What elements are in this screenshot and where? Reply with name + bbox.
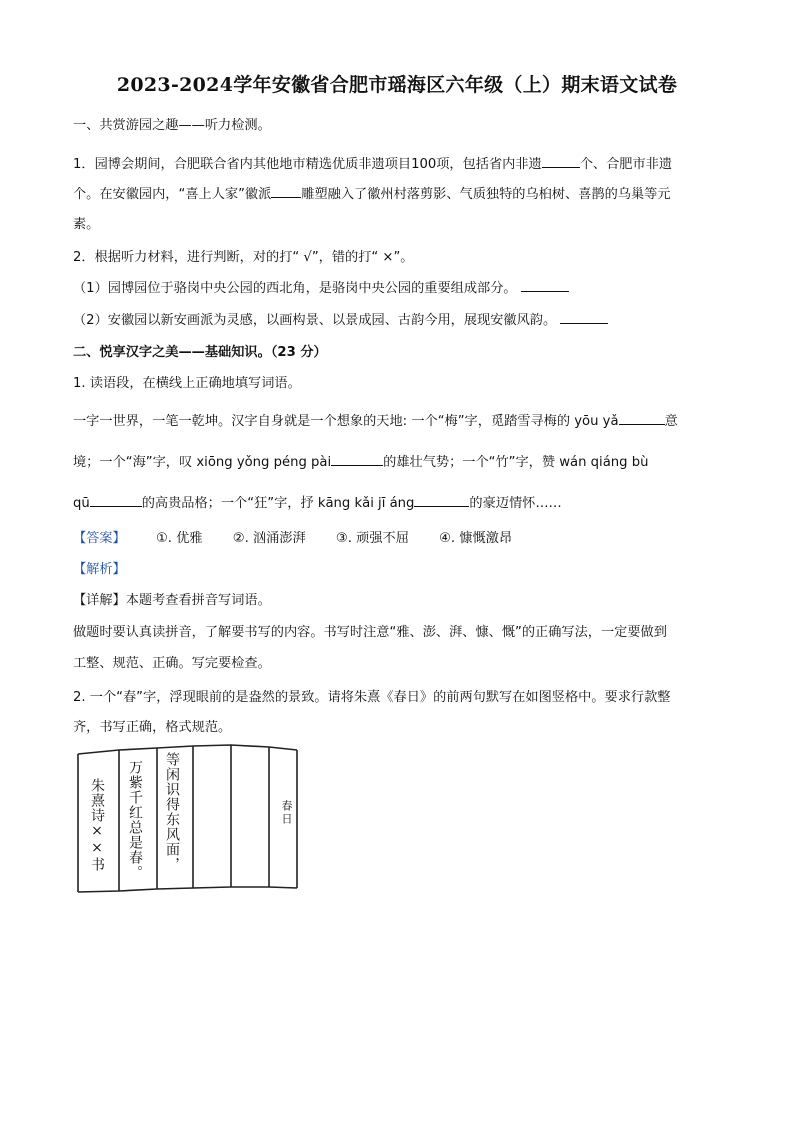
s1-q2-item1: （1）园博园位于骆岗中央公园的西北角，是骆岗中央公园的重要组成部分。	[73, 277, 733, 296]
answer-blank[interactable]	[90, 493, 142, 507]
explanation-line1: 做题时要认真读拼音，了解要书写的内容。书写时注意“雅、澎、湃、慷、慨”的正确写法，一定要做到	[73, 625, 667, 640]
grid-column-author: 朱熹诗××书	[89, 778, 105, 872]
answer-item: ①. 优雅	[155, 531, 203, 546]
answer-blank[interactable]	[331, 452, 383, 466]
answer-label: 【答案】	[73, 531, 126, 546]
explanation-line2: 工整、规范、正确。写完要检查。	[73, 656, 271, 671]
analysis-label: 【解析】	[73, 562, 126, 577]
grid-column-poem-title: 春日	[280, 800, 293, 826]
s2-q1: 1. 读语段，在横线上正确地填写词语。	[73, 376, 301, 391]
section2-heading: 二、悦享汉字之美——基础知识。（23 分）	[73, 345, 327, 360]
answer-item: ②. 汹涌澎湃	[232, 531, 306, 546]
answer-item: ③. 顽强不屈	[335, 531, 409, 546]
s1-q1-line3: 素。	[73, 217, 100, 232]
s2-q2-line2: 齐，书写正确，格式规范。	[73, 720, 232, 735]
answer-blank[interactable]	[521, 278, 569, 292]
s2-q2-line1: 2. 一个“春”字，浮现眼前的是盎然的景致。请将朱熹《春日》的前两句默写在如图竖格中。要求行款整	[73, 690, 671, 705]
answer-item: ④. 慷慨激昂	[439, 531, 513, 546]
s2-passage-line3: qū 的高贵品格；一个“狂”字，抒 kāng kǎi jī áng 的豪迈情怀……	[73, 492, 733, 511]
s2-passage-line2: 境；一个“海”字，叹 xiōng yǒng péng pài 的雄壮气势；一个“竹”字，赞 wán qiáng bù	[73, 451, 733, 470]
grid-column-line1: 等闲识得东风面，	[164, 752, 180, 872]
answer-blank[interactable]	[560, 310, 608, 324]
grid-lines	[75, 742, 303, 894]
grid-column-line2: 万紫千红总是春。	[127, 760, 143, 880]
detail-label: 【详解】	[73, 593, 126, 608]
vertical-writing-grid	[75, 742, 303, 894]
answer-blank[interactable]	[542, 154, 580, 168]
section1-heading: 一、共赏游园之趣——听力检测。	[73, 118, 271, 133]
answer-blank[interactable]	[619, 411, 665, 425]
s1-q2: 2．根据听力材料，进行判断，对的打“ √”，错的打“ ×”。	[73, 250, 414, 265]
answer-row	[73, 527, 733, 546]
detail-row: 【详解】本题考查看拼音写词语。	[73, 593, 271, 608]
s2-passage-line1: 一字一世界，一笔一乾坤。汉字自身就是一个想象的天地: 一个“梅”字，觅踏雪寻梅的 yōu yǎ 意	[73, 410, 733, 429]
answer-blank[interactable]	[414, 493, 469, 507]
s1-q1-line2: 个。在安徽园内，“喜上人家”徽派 雕塑融入了徽州村落剪影、气质独特的乌桕树、喜鹊的乌巢等元	[73, 183, 733, 202]
answer-blank[interactable]	[271, 184, 301, 198]
page-title: 2023-2024学年安徽省合肥市瑶海区六年级（上）期末语文试卷	[116, 74, 678, 96]
s1-q1-line1: 1．园博会期间，合肥联合省内其他地市精选优质非遗项目100项，包括省内非遗 个、合肥市非遗	[73, 153, 733, 172]
s1-q2-item2: （2）安徽园以新安画派为灵感，以画构景、以景成园、古韵今用，展现安徽风韵。	[73, 309, 733, 328]
